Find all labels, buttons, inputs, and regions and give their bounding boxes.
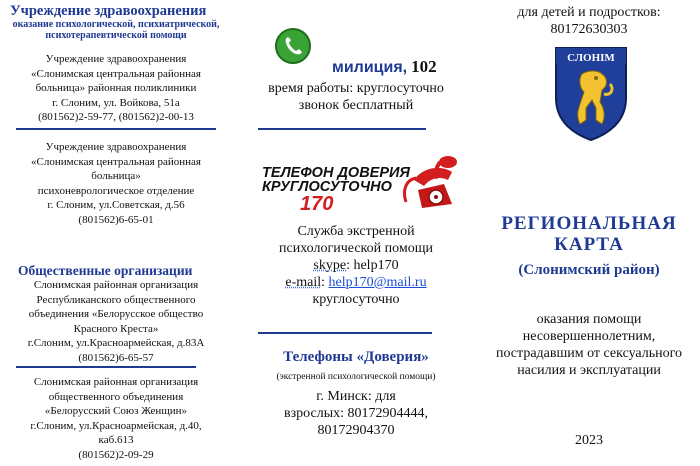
- org-line: психоневрологическое отделение: [37, 184, 195, 197]
- org-line: больница» районная поликлиники: [35, 82, 197, 94]
- health-subheading-line: оказание психологической, психиатрической,: [12, 19, 220, 30]
- org-line: Красного Креста»: [73, 322, 159, 335]
- org-line: каб.613: [98, 434, 134, 446]
- column-title: [478, 0, 700, 466]
- map-title-line: КАРТА: [554, 234, 624, 255]
- org-line: общественного объединения: [48, 390, 184, 403]
- minsk-line: взрослых: 80172904444,: [284, 406, 428, 421]
- kids-line: для детей и подростков:: [517, 5, 661, 20]
- divider: [258, 128, 426, 130]
- map-purpose: [478, 311, 700, 379]
- org-polyclinic: [0, 52, 232, 125]
- column-hotlines: [240, 0, 472, 466]
- org-line: Слонимская районная организация: [33, 376, 199, 388]
- org-line: г. Слоним, ул. Войкова, 51а: [52, 96, 180, 109]
- divider: [258, 332, 432, 334]
- purpose-line: несовершеннолетним,: [522, 329, 656, 344]
- hotline-title: [262, 166, 410, 194]
- emergency-service: [240, 223, 472, 308]
- trust-subtitle: (экстренной психологической помощи): [276, 372, 436, 382]
- trust-title: Телефоны «Доверия»: [283, 349, 429, 365]
- divider: [16, 128, 216, 130]
- email-sep: :: [321, 275, 329, 290]
- health-subheading-line: психотерапевтической помощи: [45, 30, 187, 41]
- org-line: «Слонимская центральная районная: [31, 155, 201, 168]
- emblem-text: СЛОНІМ: [567, 52, 615, 64]
- org-phone: (801562)2-09-29: [78, 448, 154, 461]
- org-line: Учреждение здравоохранения: [45, 53, 187, 65]
- column-health-orgs: [0, 0, 232, 466]
- email-label: e-mail: [285, 275, 322, 290]
- org-line: Учреждение здравоохранения: [45, 141, 187, 153]
- minsk-line: г. Минск: для: [316, 389, 396, 404]
- map-subtitle: (Слонимский район): [518, 262, 660, 278]
- kids-number: 80172630303: [550, 22, 628, 37]
- hotline-title-line: ТЕЛЕФОН ДОВЕРИЯ: [262, 165, 411, 181]
- police-number: 102: [411, 57, 437, 76]
- org-phone: (801562)6-65-01: [78, 213, 154, 226]
- purpose-line: оказания помощи: [536, 312, 642, 327]
- skype-line: [240, 257, 472, 274]
- police-label: милиция,: [332, 59, 408, 76]
- hotline-title-line: КРУГЛОСУТОЧНО: [262, 179, 392, 195]
- purpose-line: пострадавшим от сексуального: [495, 346, 683, 361]
- org-phone: (801562)2-59-77, (801562)2-00-13: [38, 111, 194, 123]
- round-clock: круглосуточно: [312, 292, 400, 307]
- org-line: «Слонимская центральная районная: [31, 67, 201, 80]
- skype-label: skype: [313, 258, 347, 273]
- slonim-coat-of-arms-icon: [552, 44, 630, 142]
- org-line: объединения «Белорусское общество: [28, 308, 204, 320]
- email-link[interactable]: help170@mail.ru: [328, 275, 427, 290]
- purpose-line: насилия и эксплуатации: [517, 363, 661, 378]
- police-free-call: звонок бесплатный: [298, 98, 414, 113]
- hotline-number: 170: [300, 193, 334, 215]
- orgs-heading: Общественные организации: [18, 263, 193, 278]
- health-subheading: [0, 19, 232, 41]
- org-line: г. Слоним, ул.Советская, д.56: [47, 199, 185, 211]
- skype-value: : help170: [346, 258, 399, 273]
- health-heading: Учреждение здравоохранения: [10, 3, 207, 19]
- org-psychoneuro: [0, 140, 232, 227]
- service-line: Служба экстренной: [297, 224, 415, 239]
- minsk-line: 80172904370: [317, 423, 395, 438]
- org-red-cross: [0, 278, 232, 365]
- minsk-phones: [240, 388, 472, 439]
- police-hours: время работы: круглосуточно: [268, 81, 444, 96]
- email-line: [240, 274, 472, 291]
- org-phone: (801562)6-65-57: [78, 351, 154, 364]
- org-line: г.Слоним, ул.Красноармейская, д.40,: [30, 419, 202, 432]
- org-line: Республиканского общественного: [36, 293, 196, 306]
- kids-phone: [478, 4, 700, 38]
- map-title: [478, 213, 700, 255]
- police-info: [240, 80, 472, 114]
- org-line: Слонимская районная организация: [33, 279, 199, 291]
- service-line: психологической помощи: [279, 241, 433, 256]
- divider: [16, 366, 196, 368]
- map-title-line: РЕГИОНАЛЬНАЯ: [501, 213, 677, 234]
- year: 2023: [575, 433, 603, 448]
- phone-handset-icon: [275, 28, 311, 64]
- police-line: [332, 57, 437, 77]
- org-womens-union: [0, 375, 232, 462]
- org-line: г.Слоним, ул.Красноармейская, д.83А: [27, 337, 205, 349]
- org-line: «Белорусский Союз Женщин»: [44, 405, 188, 417]
- org-line: больница»: [91, 170, 141, 182]
- red-telephone-icon: [400, 150, 460, 212]
